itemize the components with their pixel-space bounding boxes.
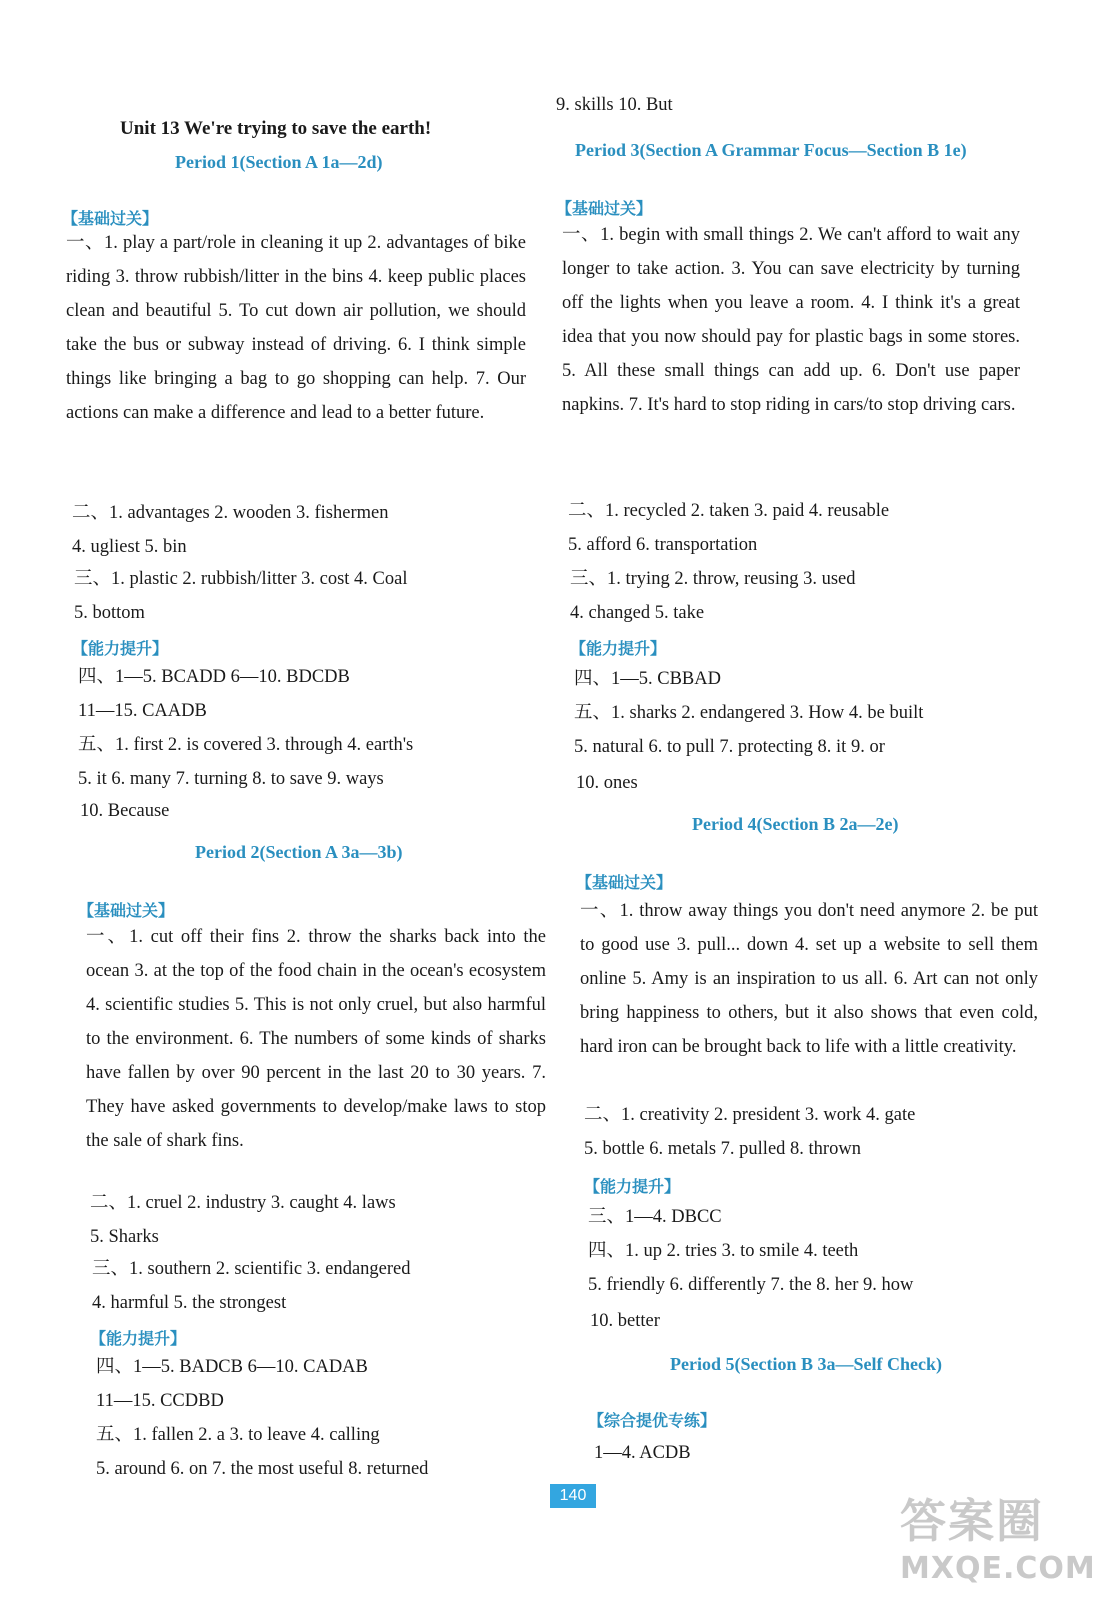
watermark-top-text: 答案圈 (900, 1494, 1044, 1548)
p1-part4-line2: 11—15. CAADB (78, 701, 207, 721)
section-tag-advanced: 【能力提升】 (584, 1177, 681, 1196)
p1-part3-line1: 三、1. plastic 2. rubbish/litter 3. cost 4. Coal (74, 569, 408, 589)
p1-part1-answers: 一、1. play a part/role in cleaning it up 2. advantages of bike riding 3. throw rubbish/litter in the bins 4. keep public places clean and beautiful 5. To cut down air pollution, we should take the bus or subway instead of driving. 6. I think simple things like bringing a bag to go shopping can help. 7. Our actions can make a difference and lead to a better future. (66, 233, 526, 423)
p5-part1-line: 1—4. ACDB (594, 1443, 691, 1463)
period-2-heading: Period 2(Section A 3a—3b) (195, 842, 403, 862)
p2-part4-line1: 四、1—5. BADCB 6—10. CADAB (96, 1357, 368, 1377)
p4-part4-line1: 四、1. up 2. tries 3. to smile 4. teeth (588, 1241, 859, 1261)
p3-part5-line1: 五、1. sharks 2. endangered 3. How 4. be built (574, 703, 924, 723)
section-tag-advanced: 【能力提升】 (72, 639, 169, 658)
p1-part4-line1: 四、1—5. BCADD 6—10. BDCDB (78, 667, 350, 687)
p2-part2-line1: 二、1. cruel 2. industry 3. caught 4. laws (90, 1193, 396, 1213)
p3-part2-line2: 5. afford 6. transportation (568, 535, 758, 555)
period-4-heading: Period 4(Section B 2a—2e) (692, 814, 899, 834)
period-1-heading: Period 1(Section A 1a—2d) (175, 152, 383, 172)
watermark-bottom-text: MXQE.COM (900, 1551, 1096, 1586)
unit-title: Unit 13 We're trying to save the earth! (120, 118, 432, 139)
section-tag-basic: 【基础过关】 (556, 199, 653, 218)
p1-part2-line1: 二、1. advantages 2. wooden 3. fishermen (72, 503, 389, 523)
p3-part5-line2: 5. natural 6. to pull 7. protecting 8. it 9. or (574, 737, 885, 757)
p2-part5-line3: 9. skills 10. But (556, 95, 673, 115)
p1-part5-line2: 5. it 6. many 7. turning 8. to save 9. ways (78, 769, 384, 789)
p2-part1-answers: 一、1. cut off their fins 2. throw the sharks back into the ocean 3. at the top of the food chain in the ocean's ecosystem 4. scientific studies 5. This is not only cruel, but also harmful to the environment. 6. The numbers of some kinds of sharks have fallen by over 90 percent in the last 20 to 30 years. 7. They have asked governments to develop/make laws to stop the sale of shark fins. (86, 927, 546, 1151)
p3-part2-line1: 二、1. recycled 2. taken 3. paid 4. reusable (568, 501, 890, 521)
page-number: 140 (550, 1484, 596, 1508)
p4-part3-line: 三、1—4. DBCC (588, 1207, 722, 1227)
p1-part3-line2: 5. bottom (74, 603, 145, 623)
section-tag-basic: 【基础过关】 (62, 209, 159, 228)
p3-part4-line: 四、1—5. CBBAD (574, 669, 721, 689)
p2-part4-line2: 11—15. CCDBD (96, 1391, 224, 1411)
period-3-heading: Period 3(Section A Grammar Focus—Section B 1e) (575, 140, 967, 160)
section-tag-advanced: 【能力提升】 (570, 639, 667, 658)
p3-part1-answers: 一、1. begin with small things 2. We can't afford to wait any longer to take action. 3. You can save electricity by turning off the lights when you leave a room. 4. I think it's a great idea that you now should pay for plastic bags in some stores. 5. All these small things can add up. 6. Don't use paper napkins. 7. It's hard to stop riding in cars/to stop driving cars. (562, 225, 1020, 415)
p1-part5-line3: 10. Because (80, 801, 170, 821)
p2-part3-line2: 4. harmful 5. the strongest (92, 1293, 287, 1313)
section-tag-basic: 【基础过关】 (78, 901, 175, 920)
p1-part2-line2: 4. ugliest 5. bin (72, 537, 187, 557)
p4-part1-answers: 一、1. throw away things you don't need anymore 2. be put to good use 3. pull... down 4. set up a website to sell them online 5. Amy is an inspiration to us all. 6. Art can not only bring happiness to others, but it also shows that even cold, hard iron can be brought back to life with a little creativity. (580, 901, 1038, 1057)
p4-part2-line1: 二、1. creativity 2. president 3. work 4. gate (584, 1105, 916, 1125)
watermark-logo (900, 1485, 1096, 1595)
p2-part2-line2: 5. Sharks (90, 1227, 159, 1247)
period-5-heading: Period 5(Section B 3a—Self Check) (670, 1354, 942, 1374)
p4-part2-line2: 5. bottle 6. metals 7. pulled 8. thrown (584, 1139, 861, 1159)
p2-part3-line1: 三、1. southern 2. scientific 3. endangered (92, 1259, 411, 1279)
section-tag-advanced: 【能力提升】 (90, 1329, 187, 1348)
p4-part4-line2: 5. friendly 6. differently 7. the 8. her 9. how (588, 1275, 914, 1295)
p1-part5-line1: 五、1. first 2. is covered 3. through 4. earth's (78, 735, 414, 755)
section-tag-basic: 【基础过关】 (576, 873, 673, 892)
p3-part3-line1: 三、1. trying 2. throw, reusing 3. used (570, 569, 856, 589)
p3-part5-line3: 10. ones (576, 773, 638, 793)
p3-part3-line2: 4. changed 5. take (570, 603, 705, 623)
section-tag-comprehensive: 【综合提优专练】 (588, 1411, 717, 1430)
p2-part5-line1: 五、1. fallen 2. a 3. to leave 4. calling (96, 1425, 380, 1445)
p2-part5-line2: 5. around 6. on 7. the most useful 8. returned (96, 1459, 429, 1479)
p4-part4-line3: 10. better (590, 1311, 660, 1331)
